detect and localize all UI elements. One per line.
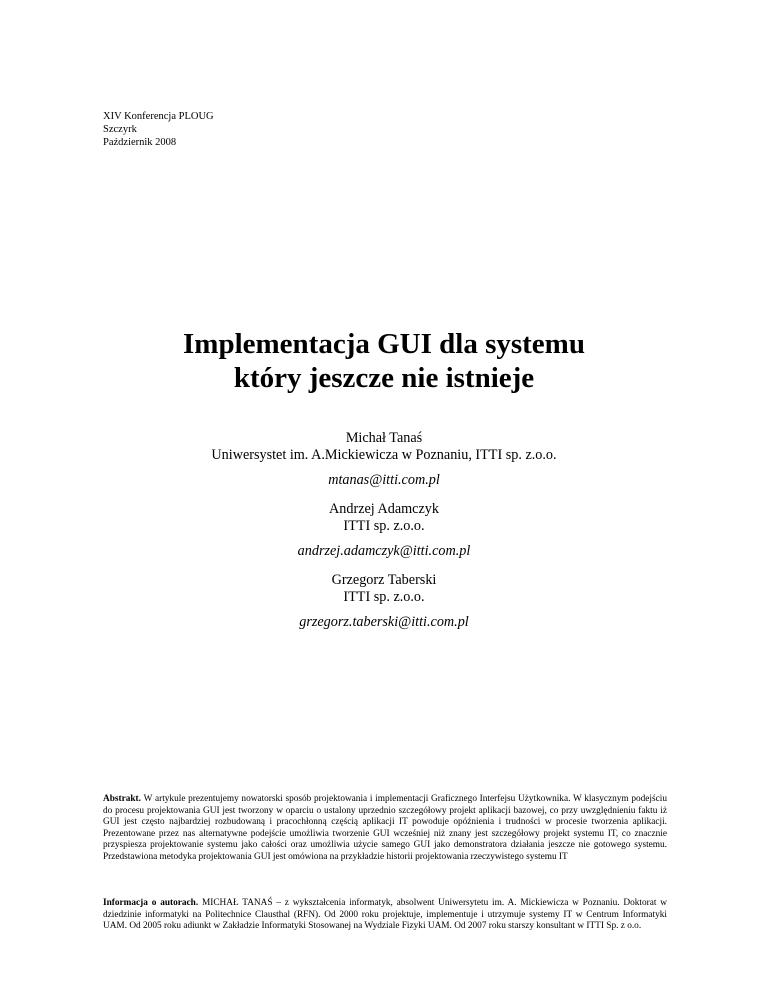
abstract-section [103, 794, 667, 864]
conference-location: Szczyrk [103, 124, 137, 135]
paper-title-line-1: Implementacja GUI dla systemu [183, 328, 585, 360]
conference-header [103, 110, 214, 149]
author-block [0, 572, 768, 631]
about-authors-text: MICHAŁ TANAŚ – z wykształcenia informatyk, absolwent Uniwersytetu im. A. Mickiewicza w Poznaniu. Doktorat w dziedzinie informatyki na Politechnice Clausthal (RFN). Od 2000 roku projektuje, implementuje i utrzymuje systemy IT w Centrum Informatyki UAM. Od 2005 roku adiunkt w Zakładzie Informatyki Stosowanej na Wydziale Fizyki UAM. Od 2007 roku starszy konsultant w ITTI Sp. z o.o. [103, 898, 667, 932]
author-name: Andrzej Adamczyk [329, 501, 439, 517]
author-affiliation: ITTI sp. z.o.o. [343, 518, 425, 534]
author-list [0, 430, 768, 631]
conference-date: Październik 2008 [103, 137, 177, 148]
conference-name: XIV Konferencja PLOUG [103, 111, 214, 122]
author-email[interactable]: mtanas@itti.com.pl [328, 472, 440, 488]
author-block [0, 501, 768, 560]
paper-title-line-2: który jeszcze nie istnieje [233, 362, 535, 394]
paper-title [0, 327, 768, 395]
author-block [0, 430, 768, 489]
author-affiliation: ITTI sp. z.o.o. [343, 589, 425, 605]
author-affiliation: Uniwersystet im. A.Mickiewicza w Poznaniu, ITTI sp. z.o.o. [211, 447, 557, 463]
abstract-text: W artykule prezentujemy nowatorski sposób projektowania i implementacji Graficznego Interfejsu Użytkownika. W klasycznym podejściu do procesu projektowania GUI jest tworzony w oparciu o ustalony uprzednio szczegółowy projekt aplikacji bazowej, co przy uwzględnieniu faktu iż GUI jest często najbardziej rozbudowaną i pracochłonną częścią aplikacji IT powoduje opóźnienia i trudności w procesie tworzenia aplikacji. Prezentowane przez nas alternatywne podejście umożliwia tworzenie GUI wcześniej niż znany jest szczegółowy projekt systemu IT, co znacznie przyspiesza projektowanie systemu jako całości oraz umożliwia użycie samego GUI jako demonstratora działania jeszcze nie gotowego systemu. Przedstawiona metodyka projektowania GUI jest omówiona na przykładzie historii projektowania rzeczywistego systemu IT [103, 794, 667, 862]
author-name: Grzegorz Taberski [331, 572, 437, 588]
author-email[interactable]: grzegorz.taberski@itti.com.pl [299, 614, 469, 630]
abstract-label: Abstrakt. [103, 794, 144, 804]
author-email[interactable]: andrzej.adamczyk@itti.com.pl [297, 543, 471, 559]
about-authors-section [103, 898, 667, 933]
about-authors-label: Informacja o autorach. [103, 898, 202, 908]
author-name: Michał Tanaś [345, 430, 423, 446]
